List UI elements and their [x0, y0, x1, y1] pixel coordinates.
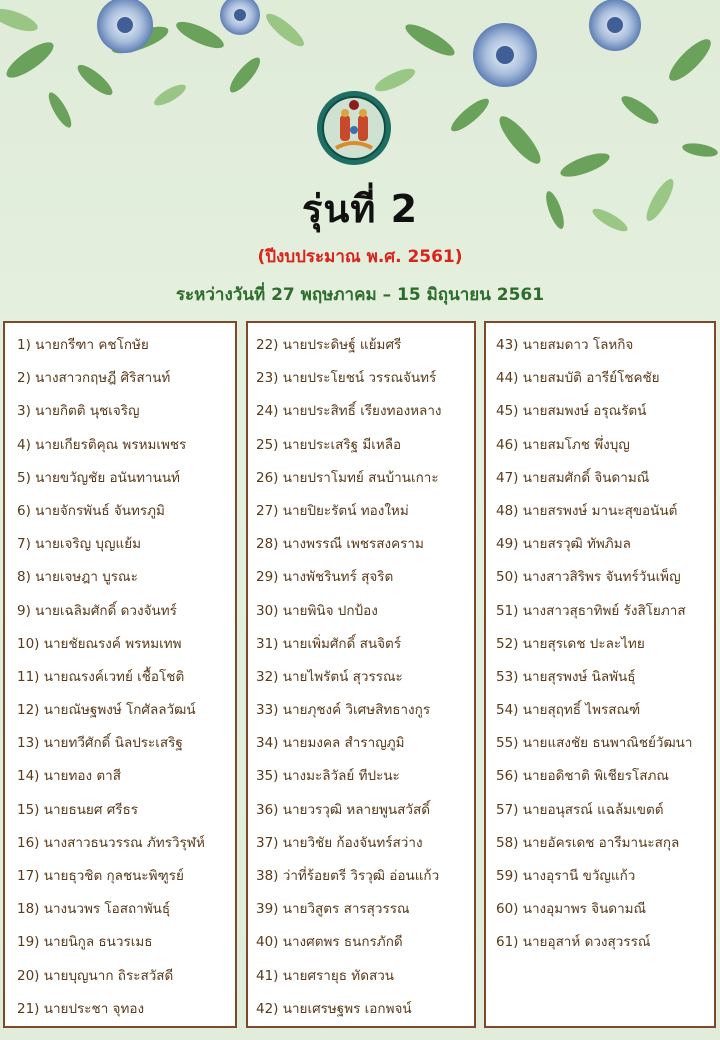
list-item: 35) นางมะลิวัลย์ ทีปะนะ: [256, 768, 400, 785]
date-range: ระหว่างวันที่ 27 พฤษภาคม – 15 มิถุนายน 2561: [175, 285, 545, 305]
list-item: 46) นายสมโภช พึ่งบุญ: [496, 436, 630, 453]
name-list-column-1: [3, 321, 237, 1028]
list-item: 57) นายอนุสรณ์ แฉล้มเขตต์: [496, 801, 664, 818]
list-item: 14) นายทอง ตาสี: [17, 768, 121, 785]
list-item: 59) นางอุรานี ขวัญแก้ว: [496, 868, 636, 884]
list-item: 19) นายนิกูล ธนวรเมธ: [17, 934, 153, 951]
list-item: 49) นายสรวุฒิ ทัพภิมล: [496, 536, 631, 553]
list-item: 9) นายเฉลิมศักดิ์ ดวงจันทร์: [17, 602, 177, 619]
list-item: 32) นายไพรัตน์ สุวรรณะ: [256, 668, 403, 685]
list-item: 43) นายสมดาว โลหกิจ: [496, 337, 634, 353]
list-item: 38) ว่าที่ร้อยตรี วิรวุฒิ อ่อนแก้ว: [256, 868, 440, 884]
list-item: 23) นายประโยชน์ วรรณจันทร์: [256, 370, 437, 387]
list-item: 25) นายประเสริฐ มีเหลือ: [256, 436, 402, 453]
list-item: 37) นายวิชัย ก้องจันทร์สว่าง: [256, 834, 423, 851]
list-item: 30) นายพินิจ ปกป้อง: [256, 602, 378, 619]
list-item: 24) นายประสิทธิ์ เรียงทองหลาง: [256, 403, 442, 420]
list-item: 31) นายเพิ่มศักดิ์ สนจิตร์: [256, 635, 402, 652]
department-seal-icon: [316, 90, 392, 166]
list-item: 54) นายสุฤทธิ์ ไพรสณฑ์: [496, 702, 641, 719]
list-item: 4) นายเกียรติคุณ พรหมเพชร: [17, 436, 187, 453]
page-title: รุ่นที่ 2: [301, 187, 419, 231]
list-item: 6) นายจักรพันธ์ จันทรภูมิ: [17, 502, 165, 519]
list-item: 21) นายประชา จุทอง: [17, 1000, 145, 1017]
list-item: 40) นางศตพร ธนกรภักดี: [256, 934, 403, 951]
list-item: 18) นางนวพร โอสถาพันธุ์: [17, 901, 171, 918]
list-item: 13) นายทวีศักดิ์ นิลประเสริฐ: [17, 735, 183, 752]
list-item: 12) นายณัษฐพงษ์ โกศัลลวัฒน์: [17, 702, 196, 719]
list-item: 28) นางพรรณี เพชรสงคราม: [256, 536, 424, 553]
list-item: 10) นายชัยณรงค์ พรหมเทพ: [17, 635, 182, 652]
list-item: 11) นายณรงค์เวทย์ เชื้อโชติ: [17, 668, 185, 685]
list-item: 16) นางสาวธนวรรณ ภัทรวิรุฬห์: [17, 834, 205, 851]
list-item: 41) นายศรายุธ ทัดสวน: [256, 967, 395, 984]
list-item: 56) นายอดิชาติ พิเชียรโสภณ: [496, 768, 669, 785]
list-item: 7) นายเจริญ บุญแย้ม: [17, 536, 142, 553]
list-item: 1) นายกรีฑา คชโกษัย: [17, 337, 149, 353]
list-item: 17) นายธุวชิต กุลชนะพิฑูรย์: [17, 868, 184, 884]
list-item: 51) นางสาวสุธาทิพย์ รังสิโยภาส: [496, 602, 686, 619]
list-item: 44) นายสมบัติ อารีย์โชคชัย: [496, 370, 660, 387]
list-item: 52) นายสุรเดช ปะละไทย: [496, 635, 645, 652]
list-item: 39) นายวิสูตร สารสุวรรณ: [256, 901, 410, 918]
list-item: 5) นายขวัญชัย อนันทานนท์: [17, 469, 180, 486]
list-item: 42) นายเศรษฐพร เอกพจน์: [256, 1000, 412, 1017]
list-item: 29) นางพัชรินทร์ สุจริต: [256, 569, 394, 586]
list-item: 48) นายสรพงษ์ มานะสุขอนันต์: [496, 502, 678, 519]
list-item: 22) นายประดิษฐ์ แย้มศรี: [256, 337, 402, 353]
list-item: 36) นายวรวุฒิ หลายพูนสวัสดิ์: [256, 801, 430, 818]
list-item: 8) นายเจษฎา บูรณะ: [17, 569, 138, 586]
list-item: 3) นายกิตติ นุชเจริญ: [17, 403, 140, 420]
list-item: 33) นายภุชงค์ วิเศษสิทธางกูร: [256, 702, 431, 719]
name-list-column-3: [484, 321, 716, 1028]
list-item: 55) นายแสงชัย ธนพาณิชย์วัฒนา: [496, 735, 693, 752]
list-item: 45) นายสมพงษ์ อรุณรัตน์: [496, 403, 647, 420]
name-list-column-2: [246, 321, 476, 1028]
list-item: 2) นางสาวกฤษฎี ศิริสานท์: [17, 370, 171, 387]
list-item: 58) นายอัครเดช อารีมานะสกุล: [496, 834, 680, 851]
list-item: 50) นางสาวสิริพร จันทร์วันเพ็ญ: [496, 569, 681, 586]
list-item: 60) นางอุมาพร จินดามณี: [496, 901, 647, 918]
list-item: 15) นายธนยศ ศรีธร: [17, 801, 139, 818]
fiscal-year-subtitle: (ปีงบประมาณ พ.ศ. 2561): [257, 247, 463, 267]
list-item: 53) นายสุรพงษ์ นิลพันธุ์: [496, 668, 636, 685]
list-item: 26) นายปราโมทย์ สนบ้านเกาะ: [256, 469, 439, 486]
list-item: 61) นายอุสาห์ ดวงสุวรรณ์: [496, 934, 651, 951]
list-item: 47) นายสมศักดิ์ จินดามณี: [496, 469, 650, 486]
list-item: 34) นายมงคล สำราญภูมิ: [256, 735, 405, 752]
flower-decoration-icon: [97, 0, 641, 87]
list-item: 20) นายบุญนาก ถิระสวัสดี: [17, 967, 174, 984]
list-item: 27) นายปิยะรัตน์ ทองใหม่: [256, 502, 409, 519]
